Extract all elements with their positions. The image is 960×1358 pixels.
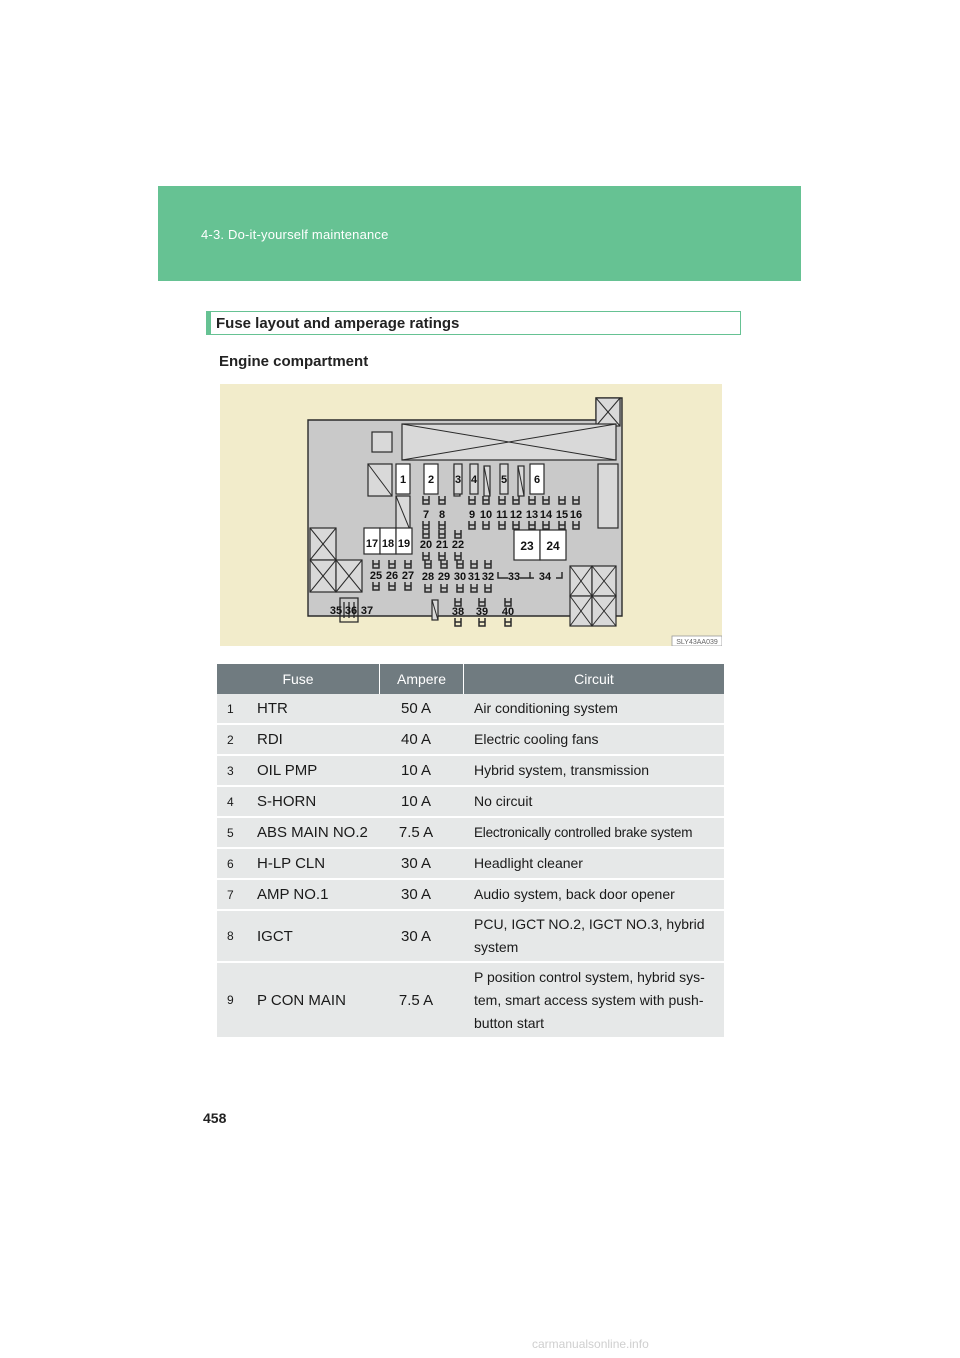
fuse-label-28: 28 — [421, 571, 435, 583]
fuse-label-8: 8 — [438, 509, 446, 521]
fuse-label-9: 9 — [468, 509, 476, 521]
section-title: 4-3. Do-it-yourself maintenance — [201, 227, 389, 242]
subheader-title: Fuse layout and amperage ratings — [216, 315, 460, 332]
fuse-ampere: 30 A — [380, 911, 464, 963]
fuse-name: ABS MAIN NO.2 — [249, 818, 380, 849]
fuse-name: S-HORN — [249, 787, 380, 818]
fuse-number: 9 — [217, 963, 249, 1039]
fuse-label-20: 20 — [419, 539, 433, 551]
fuse-label-33: 33 — [507, 571, 521, 583]
table-header-row — [217, 664, 724, 694]
fuse-number: 2 — [217, 725, 249, 756]
fuse-ampere: 30 A — [380, 849, 464, 880]
fuse-ampere: 10 A — [380, 756, 464, 787]
fuse-label-21: 21 — [435, 539, 449, 551]
fuse-box-svg — [220, 384, 722, 646]
fuse-ampere: 50 A — [380, 694, 464, 725]
table-row — [217, 694, 724, 725]
right-tall-box — [598, 464, 618, 528]
table-row — [217, 787, 724, 818]
fuse-box-diagram — [220, 384, 722, 646]
table-row — [217, 911, 724, 963]
fuse-circuit: Audio system, back door opener — [464, 880, 724, 911]
header-circuit: Circuit — [464, 664, 724, 694]
fuse-label-18: 18 — [381, 538, 395, 550]
fuse-label-22: 22 — [451, 539, 465, 551]
fuse-ampere: 40 A — [380, 725, 464, 756]
subsection-title: Engine compartment — [219, 353, 369, 370]
header-fuse: Fuse — [217, 664, 380, 694]
fuse-circuit: Air conditioning system — [464, 694, 724, 725]
table-row — [217, 880, 724, 911]
fuse-ampere: 7.5 A — [380, 818, 464, 849]
fuse-label-32: 32 — [481, 571, 495, 583]
header-ampere: Ampere — [380, 664, 464, 694]
fuse-name: OIL PMP — [249, 756, 380, 787]
subheader-bar — [206, 311, 741, 335]
fuse-label-26: 26 — [385, 570, 399, 582]
fuse-label-40: 40 — [501, 606, 515, 618]
fuse-label-36: 36 — [344, 605, 358, 617]
mini-fuse-40 — [505, 618, 511, 626]
table-row — [217, 963, 724, 1039]
fuse-name: AMP NO.1 — [249, 880, 380, 911]
table-row — [217, 818, 724, 849]
fuse-label-35: 35 — [329, 605, 343, 617]
fuse-label-39: 39 — [475, 606, 489, 618]
fuse-label-1: 1 — [399, 474, 407, 486]
fuse-label-24: 24 — [546, 539, 560, 553]
watermark: carmanualsonline.info — [532, 1337, 649, 1351]
header-band — [158, 186, 801, 281]
fuse-label-34: 34 — [538, 571, 552, 583]
fuse-circuit: Electronically controlled brake system — [464, 818, 724, 849]
fuse-label-3: 3 — [454, 474, 462, 486]
fuse-label-15: 15 — [555, 509, 569, 521]
fuse-label-7: 7 — [422, 509, 430, 521]
fuse-label-37: 37 — [360, 605, 374, 617]
fuse-ampere: 7.5 A — [380, 963, 464, 1039]
fuse-label-6: 6 — [533, 474, 541, 486]
subheader-accent — [206, 311, 211, 335]
fuse-label-13: 13 — [525, 509, 539, 521]
fuse-circuit: Headlight cleaner — [464, 849, 724, 880]
fuse-number: 7 — [217, 880, 249, 911]
fuse-label-4: 4 — [470, 474, 478, 486]
fuse-name: RDI — [249, 725, 380, 756]
fuse-label-11: 11 — [496, 509, 508, 521]
mini-fuse-38 — [455, 618, 461, 626]
fuse-circuit: Hybrid system, transmission — [464, 756, 724, 787]
fuse-circuit: No circuit — [464, 787, 724, 818]
fuse-name: HTR — [249, 694, 380, 725]
fuse-ampere: 30 A — [380, 880, 464, 911]
table-row — [217, 756, 724, 787]
fuse-label-16: 16 — [569, 509, 583, 521]
fuse-label-2: 2 — [427, 474, 435, 486]
fuse-label-10: 10 — [479, 509, 493, 521]
diagram-code: SLY43AA039 — [676, 639, 718, 646]
fuse-label-5: 5 — [500, 474, 508, 486]
fuse-ampere: 10 A — [380, 787, 464, 818]
fuse-name: P CON MAIN — [249, 963, 380, 1039]
fuse-circuit: PCU, IGCT NO.2, IGCT NO.3, hybrid system — [464, 911, 724, 963]
fuse-number: 5 — [217, 818, 249, 849]
fuse-label-19: 19 — [397, 538, 411, 550]
table-row — [217, 725, 724, 756]
fuse-label-25: 25 — [369, 570, 383, 582]
fuse-number: 8 — [217, 911, 249, 963]
fuse-label-31: 31 — [467, 571, 481, 583]
fuse-label-12: 12 — [509, 509, 523, 521]
fuse-label-30: 30 — [453, 571, 467, 583]
fuse-label-23: 23 — [520, 539, 534, 553]
small-square — [372, 432, 392, 452]
fuse-name: IGCT — [249, 911, 380, 963]
fuse-circuit: P position control system, hybrid sys-tem, smart access system with push-button start — [464, 963, 724, 1039]
fuse-label-14: 14 — [539, 509, 553, 521]
fuse-number: 3 — [217, 756, 249, 787]
fuse-label-27: 27 — [401, 570, 415, 582]
table-row — [217, 849, 724, 880]
fuse-table — [217, 664, 724, 1039]
mini-fuse-39 — [479, 618, 485, 626]
fuse-label-17: 17 — [365, 538, 379, 550]
fuse-circuit: Electric cooling fans — [464, 725, 724, 756]
fuse-label-29: 29 — [437, 571, 451, 583]
fuse-name: H-LP CLN — [249, 849, 380, 880]
page-number: 458 — [203, 1110, 227, 1126]
fuse-number: 6 — [217, 849, 249, 880]
fuse-number: 1 — [217, 694, 249, 725]
fuse-number: 4 — [217, 787, 249, 818]
fuse-label-38: 38 — [451, 606, 465, 618]
